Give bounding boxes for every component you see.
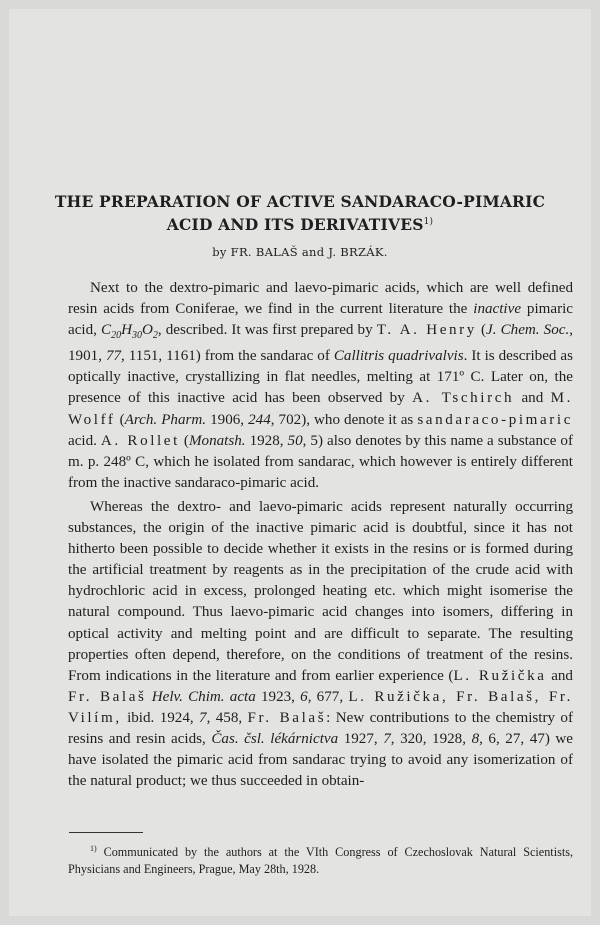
journal-helv: Helv. Chim. acta — [151, 688, 256, 705]
title-line-2: ACID AND ITS DERIVATIVES — [166, 215, 424, 234]
author-line: by FR. BALAŠ and J. BRZÁK. — [212, 245, 388, 259]
author-henry: T. A. Henry — [376, 322, 477, 339]
journal-arch-pharm: Arch. Pharm. — [124, 411, 207, 428]
author-ruzicka: L. Ružička — [453, 667, 547, 684]
footnote-mark: 1) — [90, 844, 97, 853]
author-balas-2: Fr. Balaš — [247, 709, 327, 726]
paragraph-2: Whereas the dextro- and laevo-pimaric acids represent naturally occurring substances, the origin of the inactive pimaric acid is doubtful, since it has not hitherto been possible to decide whether it exists in the resins or is formed during the artificial treatment by reagents as in the precipitation of the crude acid with hydrochloric acid in excess, prolonged heating etc. which might isomerise the natural compound. Thus laevo-pimaric acid changes into isomers, differing in optical activity and melting point and are difficult to separate. The resulting properties often depend, therefore, on the conditions of treatment of the resins. From indications in the literature and from earlier experience (L. Ružička and Fr. Balaš Helv. Chim. acta 1923, 6, 677, L. Ružička, Fr. Balaš, Fr. Vilím, ibid. 1924, 7, 458, Fr. Balaš: New contributions to the chemistry of resins and resin acids, Čas. čsl. lékárnictva 1927, 7, 320, 1928, 8, 6, 27, 47) we have isolated the pimaric acid from sandarac trying to avoid any isomerization of the natural product; we thus succeeded in obtain- — [68, 498, 573, 790]
term-sandaraco-pimaric: sandaraco-pimaric — [417, 411, 573, 428]
footnote-divider — [69, 832, 143, 833]
journal-cas: Čas. čsl. lékárnictva — [211, 730, 339, 747]
chemical-formula: $C_{20}H_{30}O_2$ — [101, 322, 158, 342]
author-tschirch: A. Tschirch — [412, 390, 515, 407]
article-body — [68, 278, 573, 792]
title-footnote-mark: 1) — [423, 217, 434, 227]
author-rollet: A. Rollet — [100, 432, 180, 449]
italic-inactive: inactive — [473, 301, 522, 318]
journal-jcs: J. Chem. Soc. — [486, 322, 570, 339]
author-balas: Fr. Balaš — [68, 688, 147, 705]
journal-page — [9, 9, 591, 916]
footnote-text: Communicated by the authors at the VIth Congress of Czechoslovak Natural Scientists, Physicians and Engineers, Prague, May 28th, 1928. — [68, 845, 573, 877]
title-line-1: THE PREPARATION OF ACTIVE SANDARACO-PIMARIC — [54, 192, 546, 211]
authors-ruzicka-balas-vilim: L. Ružička, Fr. Balaš, Fr. Vilím, — [68, 688, 573, 726]
paragraph-1: Next to the dextro-pimaric and laevo-pimaric acids, which are well defined resin acids from Coniferae, we find in the current literature the inactive pimaric acid, $C_{20}H_{30}O_2$, described. It was first prepared by T. A. Henry (J. Chem. Soc., 1901, 77, 1151, 1161) from the sandarac of Callitris quadrivalvis. It is described as optically inactive, crystallizing in flat needles, melting at 171º C. Later on, the presence of this inactive acid has been observed by A. Tschirch and M. Wolff (Arch. Pharm. 1906, 244, 702), who denote it as sandaraco-pimaric acid. A. Rollet (Monatsh. 1928, 50, 5) also denotes by this name a substance of m. p. 248º C, which he isolated from sandarac, which however is entirely different from the inactive sandaraco-pimaric acid. — [68, 280, 573, 491]
journal-monatsh: Monatsh. — [188, 432, 246, 449]
footnote — [68, 840, 573, 878]
article-title — [9, 191, 591, 235]
species-name: Callitris quadrivalvis — [333, 348, 464, 365]
author-wolff: M. Wolff — [68, 390, 573, 428]
